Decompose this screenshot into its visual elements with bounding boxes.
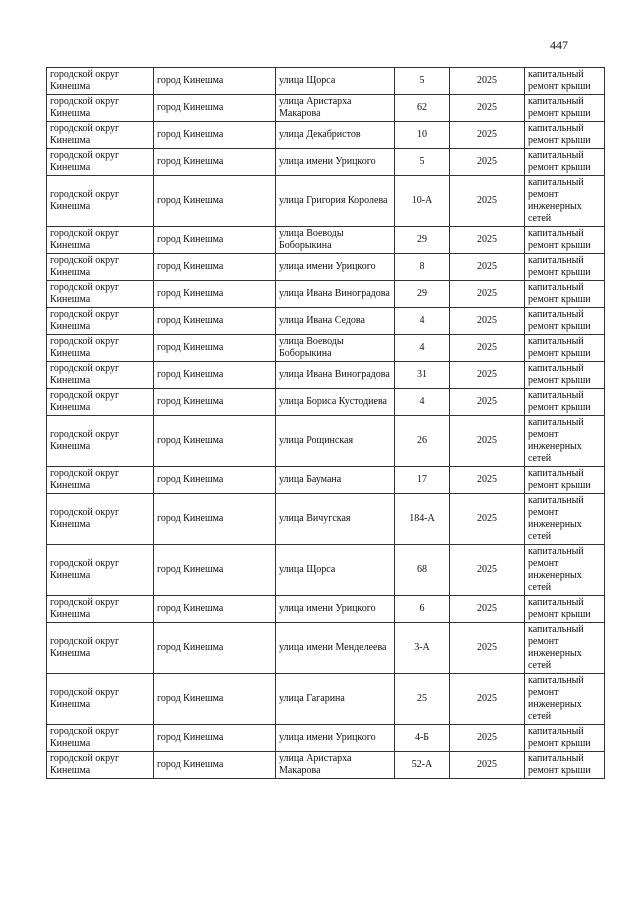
district-cell: городской округ Кинешма	[47, 254, 154, 281]
house-number-cell: 4-Б	[395, 725, 450, 752]
table-row	[47, 281, 605, 308]
table-row	[47, 467, 605, 494]
table-row	[47, 176, 605, 227]
work-type-cell: капитальный ремонт крыши	[525, 725, 605, 752]
city-cell: город Кинешма	[154, 68, 276, 95]
house-number-cell: 26	[395, 416, 450, 467]
district-cell: городской округ Кинешма	[47, 122, 154, 149]
year-cell: 2025	[450, 362, 525, 389]
year-cell: 2025	[450, 494, 525, 545]
page-number: 447	[550, 38, 568, 52]
city-cell: город Кинешма	[154, 545, 276, 596]
house-number-cell: 31	[395, 362, 450, 389]
street-cell: улица Аристарха Макарова	[276, 752, 395, 779]
district-cell: городской округ Кинешма	[47, 335, 154, 362]
district-cell: городской округ Кинешма	[47, 281, 154, 308]
work-type-cell: капитальный ремонт инженерных сетей	[525, 623, 605, 674]
district-cell: городской округ Кинешма	[47, 623, 154, 674]
year-cell: 2025	[450, 674, 525, 725]
table-row	[47, 362, 605, 389]
city-cell: город Кинешма	[154, 149, 276, 176]
year-cell: 2025	[450, 623, 525, 674]
year-cell: 2025	[450, 122, 525, 149]
house-number-cell: 184-А	[395, 494, 450, 545]
street-cell: улица Воеводы Боборыкина	[276, 335, 395, 362]
table-row	[47, 122, 605, 149]
work-type-cell: капитальный ремонт крыши	[525, 149, 605, 176]
work-type-cell: капитальный ремонт крыши	[525, 335, 605, 362]
street-cell: улица Щорса	[276, 545, 395, 596]
street-cell: улица Гагарина	[276, 674, 395, 725]
district-cell: городской округ Кинешма	[47, 494, 154, 545]
city-cell: город Кинешма	[154, 95, 276, 122]
city-cell: город Кинешма	[154, 674, 276, 725]
district-cell: городской округ Кинешма	[47, 149, 154, 176]
work-type-cell: капитальный ремонт инженерных сетей	[525, 416, 605, 467]
house-number-cell: 25	[395, 674, 450, 725]
house-number-cell: 4	[395, 389, 450, 416]
work-type-cell: капитальный ремонт крыши	[525, 389, 605, 416]
house-number-cell: 29	[395, 281, 450, 308]
street-cell: улица Баумана	[276, 467, 395, 494]
city-cell: город Кинешма	[154, 281, 276, 308]
street-cell: улица Ивана Седова	[276, 308, 395, 335]
district-cell: городской округ Кинешма	[47, 416, 154, 467]
year-cell: 2025	[450, 389, 525, 416]
table-row	[47, 389, 605, 416]
table-body	[47, 68, 605, 779]
street-cell: улица Воеводы Боборыкина	[276, 227, 395, 254]
year-cell: 2025	[450, 68, 525, 95]
table-row	[47, 752, 605, 779]
table-row	[47, 674, 605, 725]
work-type-cell: капитальный ремонт крыши	[525, 752, 605, 779]
street-cell: улица Рощинская	[276, 416, 395, 467]
city-cell: город Кинешма	[154, 176, 276, 227]
street-cell: улица Декабристов	[276, 122, 395, 149]
street-cell: улица Ивана Виноградова	[276, 281, 395, 308]
city-cell: город Кинешма	[154, 362, 276, 389]
street-cell: улица Бориса Кустодиева	[276, 389, 395, 416]
year-cell: 2025	[450, 752, 525, 779]
table-row	[47, 68, 605, 95]
house-number-cell: 17	[395, 467, 450, 494]
city-cell: город Кинешма	[154, 494, 276, 545]
year-cell: 2025	[450, 725, 525, 752]
street-cell: улица имени Урицкого	[276, 725, 395, 752]
year-cell: 2025	[450, 95, 525, 122]
table-row	[47, 494, 605, 545]
work-type-cell: капитальный ремонт крыши	[525, 467, 605, 494]
house-number-cell: 4	[395, 308, 450, 335]
district-cell: городской округ Кинешма	[47, 389, 154, 416]
city-cell: город Кинешма	[154, 308, 276, 335]
district-cell: городской округ Кинешма	[47, 227, 154, 254]
year-cell: 2025	[450, 308, 525, 335]
year-cell: 2025	[450, 416, 525, 467]
repair-schedule-table	[46, 67, 605, 779]
house-number-cell: 5	[395, 68, 450, 95]
city-cell: город Кинешма	[154, 416, 276, 467]
house-number-cell: 10-А	[395, 176, 450, 227]
district-cell: городской округ Кинешма	[47, 752, 154, 779]
table-row	[47, 725, 605, 752]
street-cell: улица Аристарха Макарова	[276, 95, 395, 122]
work-type-cell: капитальный ремонт крыши	[525, 281, 605, 308]
city-cell: город Кинешма	[154, 725, 276, 752]
district-cell: городской округ Кинешма	[47, 68, 154, 95]
city-cell: город Кинешма	[154, 227, 276, 254]
work-type-cell: капитальный ремонт инженерных сетей	[525, 545, 605, 596]
table-row	[47, 254, 605, 281]
table-row	[47, 149, 605, 176]
work-type-cell: капитальный ремонт инженерных сетей	[525, 494, 605, 545]
work-type-cell: капитальный ремонт крыши	[525, 227, 605, 254]
district-cell: городской округ Кинешма	[47, 596, 154, 623]
street-cell: улица Григория Королева	[276, 176, 395, 227]
table-row	[47, 335, 605, 362]
city-cell: город Кинешма	[154, 752, 276, 779]
year-cell: 2025	[450, 227, 525, 254]
house-number-cell: 8	[395, 254, 450, 281]
house-number-cell: 68	[395, 545, 450, 596]
city-cell: город Кинешма	[154, 596, 276, 623]
work-type-cell: капитальный ремонт крыши	[525, 254, 605, 281]
table-row	[47, 308, 605, 335]
house-number-cell: 10	[395, 122, 450, 149]
work-type-cell: капитальный ремонт крыши	[525, 308, 605, 335]
work-type-cell: капитальный ремонт крыши	[525, 95, 605, 122]
year-cell: 2025	[450, 545, 525, 596]
table-row	[47, 227, 605, 254]
house-number-cell: 5	[395, 149, 450, 176]
house-number-cell: 52-А	[395, 752, 450, 779]
year-cell: 2025	[450, 149, 525, 176]
work-type-cell: капитальный ремонт крыши	[525, 68, 605, 95]
district-cell: городской округ Кинешма	[47, 95, 154, 122]
table-row	[47, 95, 605, 122]
table-row	[47, 596, 605, 623]
street-cell: улица имени Урицкого	[276, 149, 395, 176]
street-cell: улица имени Урицкого	[276, 254, 395, 281]
year-cell: 2025	[450, 281, 525, 308]
table-row	[47, 545, 605, 596]
street-cell: улица Вичугская	[276, 494, 395, 545]
street-cell: улица имени Урицкого	[276, 596, 395, 623]
city-cell: город Кинешма	[154, 623, 276, 674]
district-cell: городской округ Кинешма	[47, 545, 154, 596]
work-type-cell: капитальный ремонт крыши	[525, 362, 605, 389]
city-cell: город Кинешма	[154, 122, 276, 149]
city-cell: город Кинешма	[154, 335, 276, 362]
table-row	[47, 623, 605, 674]
year-cell: 2025	[450, 176, 525, 227]
work-type-cell: капитальный ремонт инженерных сетей	[525, 674, 605, 725]
work-type-cell: капитальный ремонт крыши	[525, 122, 605, 149]
street-cell: улица Щорса	[276, 68, 395, 95]
house-number-cell: 3-А	[395, 623, 450, 674]
district-cell: городской округ Кинешма	[47, 362, 154, 389]
house-number-cell: 29	[395, 227, 450, 254]
house-number-cell: 6	[395, 596, 450, 623]
work-type-cell: капитальный ремонт инженерных сетей	[525, 176, 605, 227]
year-cell: 2025	[450, 596, 525, 623]
city-cell: город Кинешма	[154, 389, 276, 416]
year-cell: 2025	[450, 254, 525, 281]
house-number-cell: 62	[395, 95, 450, 122]
district-cell: городской округ Кинешма	[47, 308, 154, 335]
district-cell: городской округ Кинешма	[47, 176, 154, 227]
work-type-cell: капитальный ремонт крыши	[525, 596, 605, 623]
district-cell: городской округ Кинешма	[47, 674, 154, 725]
district-cell: городской округ Кинешма	[47, 467, 154, 494]
district-cell: городской округ Кинешма	[47, 725, 154, 752]
city-cell: город Кинешма	[154, 254, 276, 281]
street-cell: улица имени Менделеева	[276, 623, 395, 674]
year-cell: 2025	[450, 467, 525, 494]
year-cell: 2025	[450, 335, 525, 362]
street-cell: улица Ивана Виноградова	[276, 362, 395, 389]
table-row	[47, 416, 605, 467]
city-cell: город Кинешма	[154, 467, 276, 494]
house-number-cell: 4	[395, 335, 450, 362]
